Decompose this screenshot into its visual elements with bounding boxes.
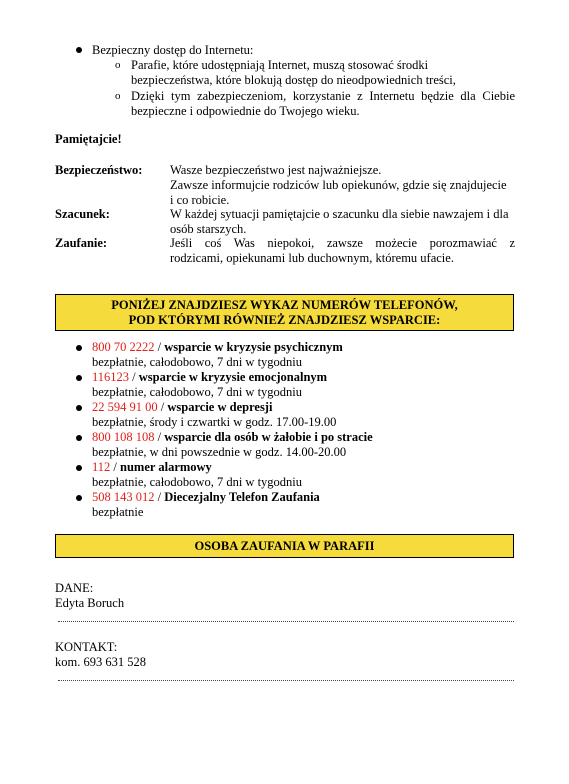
bullet-icon <box>76 465 82 471</box>
divider <box>58 680 514 681</box>
phone-note: bezpłatnie, całodobowo, 7 dni w tygodniu <box>92 355 303 369</box>
support-banner <box>55 294 514 331</box>
phone-note: bezpłatnie, całodobowo, 7 dni w tygodniu <box>92 475 303 489</box>
separator: / <box>157 400 168 414</box>
phone-entry <box>92 460 212 475</box>
remember-heading: Pamiętajcie! <box>55 132 122 146</box>
phone-number[interactable]: 800 70 2222 <box>92 340 155 354</box>
phone-label: wsparcie w depresji <box>167 400 273 414</box>
circle-bullet-icon: o <box>115 59 121 71</box>
internet-item-2-line2: bezpieczne i odpowiednie do Twojego wieku. <box>131 104 360 118</box>
separator: / <box>154 340 165 354</box>
phone-number[interactable]: 508 143 012 <box>92 490 155 504</box>
internet-heading: Bezpieczny dostęp do Internetu: <box>92 43 254 57</box>
phone-entry <box>92 400 272 415</box>
rule-text: Wasze bezpieczeństwo jest najważniejsze. <box>170 163 382 177</box>
phone-note: bezpłatnie <box>92 505 144 519</box>
bullet-icon <box>76 47 82 53</box>
phone-number[interactable]: 22 594 91 00 <box>92 400 158 414</box>
separator: / <box>110 460 121 474</box>
kontakt-value: kom. 693 631 528 <box>55 655 146 669</box>
bullet-icon <box>76 495 82 501</box>
rule-text: W każdej sytuacji pamiętajcie o szacunku dla siebie nawzajem i dla <box>170 207 509 221</box>
separator: / <box>129 370 139 384</box>
support-banner-line2: POD KTÓRYMI RÓWNIEŻ ZNAJDZIESZ WSPARCIE: <box>128 313 441 327</box>
phone-entry <box>92 340 343 355</box>
rule-text: Jeśli coś Was niepokoi, zawsze możecie porozmawiać z <box>170 236 515 250</box>
phone-entry <box>92 370 327 385</box>
phone-number[interactable]: 116123 <box>92 370 130 384</box>
phone-number[interactable]: 800 108 108 <box>92 430 155 444</box>
phone-note: bezpłatnie, środy i czwartki w godz. 17.00-19.00 <box>92 415 337 429</box>
internet-item-1-line2: bezpieczeństwa, które blokują dostęp do nieodpowiednich treści, <box>131 73 456 87</box>
rule-term-safety: Bezpieczeństwo: <box>55 163 143 177</box>
phone-label: Diecezjalny Telefon Zaufania <box>164 490 320 504</box>
circle-bullet-icon: o <box>115 90 121 102</box>
separator: / <box>154 490 165 504</box>
phone-note: bezpłatnie, całodobowo, 7 dni w tygodniu <box>92 385 303 399</box>
divider <box>58 621 514 622</box>
phone-label: wsparcie w kryzysie psychicznym <box>164 340 343 354</box>
rule-text: rodzicami, opiekunami lub duchownym, któremu ufacie. <box>170 251 454 265</box>
rule-text: i co robicie. <box>170 193 230 207</box>
bullet-icon <box>76 375 82 381</box>
phone-label: numer alarmowy <box>120 460 212 474</box>
bullet-icon <box>76 405 82 411</box>
phone-number[interactable]: 112 <box>92 460 111 474</box>
separator: / <box>154 430 165 444</box>
rule-term-trust: Zaufanie: <box>55 236 108 250</box>
rule-term-respect: Szacunek: <box>55 207 110 221</box>
phone-note: bezpłatnie, w dni powszednie w godz. 14.00-20.00 <box>92 445 347 459</box>
phone-label: wsparcie dla osób w żałobie i po stracie <box>164 430 373 444</box>
dane-label: DANE: <box>55 581 94 595</box>
rule-text: osób starszych. <box>170 222 247 236</box>
kontakt-label: KONTAKT: <box>55 640 118 654</box>
dane-value: Edyta Boruch <box>55 596 125 610</box>
phone-entry <box>92 430 373 445</box>
support-banner-line1: PONIŻEJ ZNAJDZIESZ WYKAZ NUMERÓW TELEFONÓW, <box>111 298 458 312</box>
internet-item-2-line1: Dzięki tym zabezpieczeniom, korzystanie z Internetu będzie dla Ciebie <box>131 89 515 103</box>
internet-item-1-line1: Parafie, które udostępniają Internet, muszą stosować środki <box>131 58 429 72</box>
phone-entry <box>92 490 320 505</box>
trust-banner: OSOBA ZAUFANIA W PARAFII <box>55 534 514 558</box>
rule-text: Zawsze informujcie rodziców lub opiekunów, gdzie się znajdujecie <box>170 178 507 192</box>
phone-label: wsparcie w kryzysie emocjonalnym <box>138 370 328 384</box>
bullet-icon <box>76 435 82 441</box>
bullet-icon <box>76 345 82 351</box>
